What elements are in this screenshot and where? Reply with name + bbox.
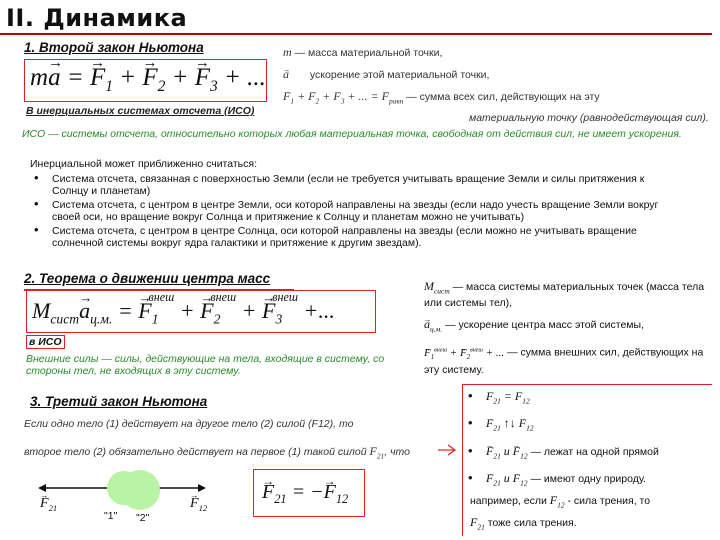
list-item: • Система отсчета, связанная с поверхностью Земли (если не требуется учитывать вращение Земли и силы притяжения к Солнцу и планетам)	[28, 173, 668, 198]
force-right-label: → $F_{12}$	[190, 496, 207, 513]
list-item: • Система отсчета, с центром в центре Земли, оси которой направлены на звезды (если надо учесть вращение Земли вокруг своей оси, но вращение вокруг Солнца и притяжение к Солнцу и планетам можно не учитывать)	[28, 199, 668, 224]
newton3-formula: → $F_{21}$ = −→ $F_{12}$	[262, 481, 348, 507]
newton3-text-2: второе тело (2) обязательно действует на первое (1) такой силой → $F_{21}$, что	[24, 445, 410, 462]
pointer-arrow	[436, 440, 460, 460]
def-sum-2: материальную точку (равнодействующая сил).	[469, 112, 709, 124]
list-item: • → $F_{21}$ $и \to F_{12}$ — имеют одну природу.	[462, 472, 702, 489]
inertial-frames-list	[28, 173, 668, 250]
body-2-label: "2"	[136, 512, 150, 524]
external-forces-def: Внешние силы — силы, действующие на тела, входящие в систему, со стороны тел, не входящих в эту систему.	[26, 353, 385, 377]
list-item: • → $F_{21}$ ↑↓ → $F_{12}$	[462, 417, 702, 434]
page-title: II. Динамика	[6, 4, 188, 32]
list-item: • → $F_{21}$ $и \to F_{12}$ — лежат на одной прямой	[462, 445, 702, 462]
force-left-label: → $F_{21}$	[40, 496, 57, 513]
newton3-text-1: Если одно тело (1) действует на другое тело (2) силой (F12), то	[24, 418, 354, 430]
com-def-sum: → $F_1^{внеш}$ + → $F_2^{внеш}$ + ... — сумма внешних сил, действующих на эту систему.	[424, 344, 714, 377]
inertial-intro: Инерциальной может приближенно считаться:	[30, 158, 257, 170]
third-law-props	[462, 390, 702, 498]
def-sum: → $F_1$ + → $F_2$ + → $F_3$ + ... = → $F_{равн}$ — сумма всех сил, действующих на эту	[283, 90, 600, 107]
example-line-2: → $F_{21}$ тоже сила трения.	[470, 516, 577, 533]
iso-definition: ИСО — системы отсчета, относительно которых любая материальная точка, свободная от действия сил, не имеет ускорения.	[22, 128, 682, 140]
def-accel: → a ускорение этой материальной точки,	[283, 68, 489, 82]
com-formula: $M_{сист}\to a_{ц.м.}$ = → $F_1^{внеш}$ + → $F_2^{внеш}$ + → $F_3^{внеш}$ +...	[32, 298, 335, 327]
list-item: • $F_{21} = F_{12}$	[462, 390, 702, 407]
com-def-mass: $M_{сист}$ — масса системы материальных точек (масса тела или системы тел),	[424, 279, 705, 310]
section1-iso-note: В инерциальных системах отсчета (ИСО)	[26, 105, 255, 117]
section3-heading: 3. Третий закон Ньютона	[30, 394, 208, 409]
list-item: • Система отсчета, с центром в центре Солнца, оси которой направлены на звезды (если можно не учитывать вращение солнечной системы вокруг ядра галактики и притяжение к другим звездам).	[28, 225, 668, 250]
body-2-ball	[120, 470, 160, 510]
example-line-1: например, если → $F_{12}$ - сила трения, то	[470, 494, 650, 511]
section1-heading: 1. Второй закон Ньютона	[24, 40, 204, 55]
title-divider	[0, 33, 712, 35]
force-arrow-right-head	[198, 484, 206, 492]
def-mass: m — масса материальной точки,	[283, 45, 443, 59]
body-1-label: "1"	[104, 510, 118, 522]
section2-heading: 2. Теорема о движении центра масс	[24, 271, 271, 286]
com-def-accel: → $a_{ц.м.}$ — ускорение центра масс этой системы,	[424, 318, 714, 335]
section2-iso-note: в ИСО	[26, 335, 65, 349]
newton2-formula: m→ a = → $F_1$ + → $F_2$ + → $F_3$ + ...	[30, 64, 266, 96]
